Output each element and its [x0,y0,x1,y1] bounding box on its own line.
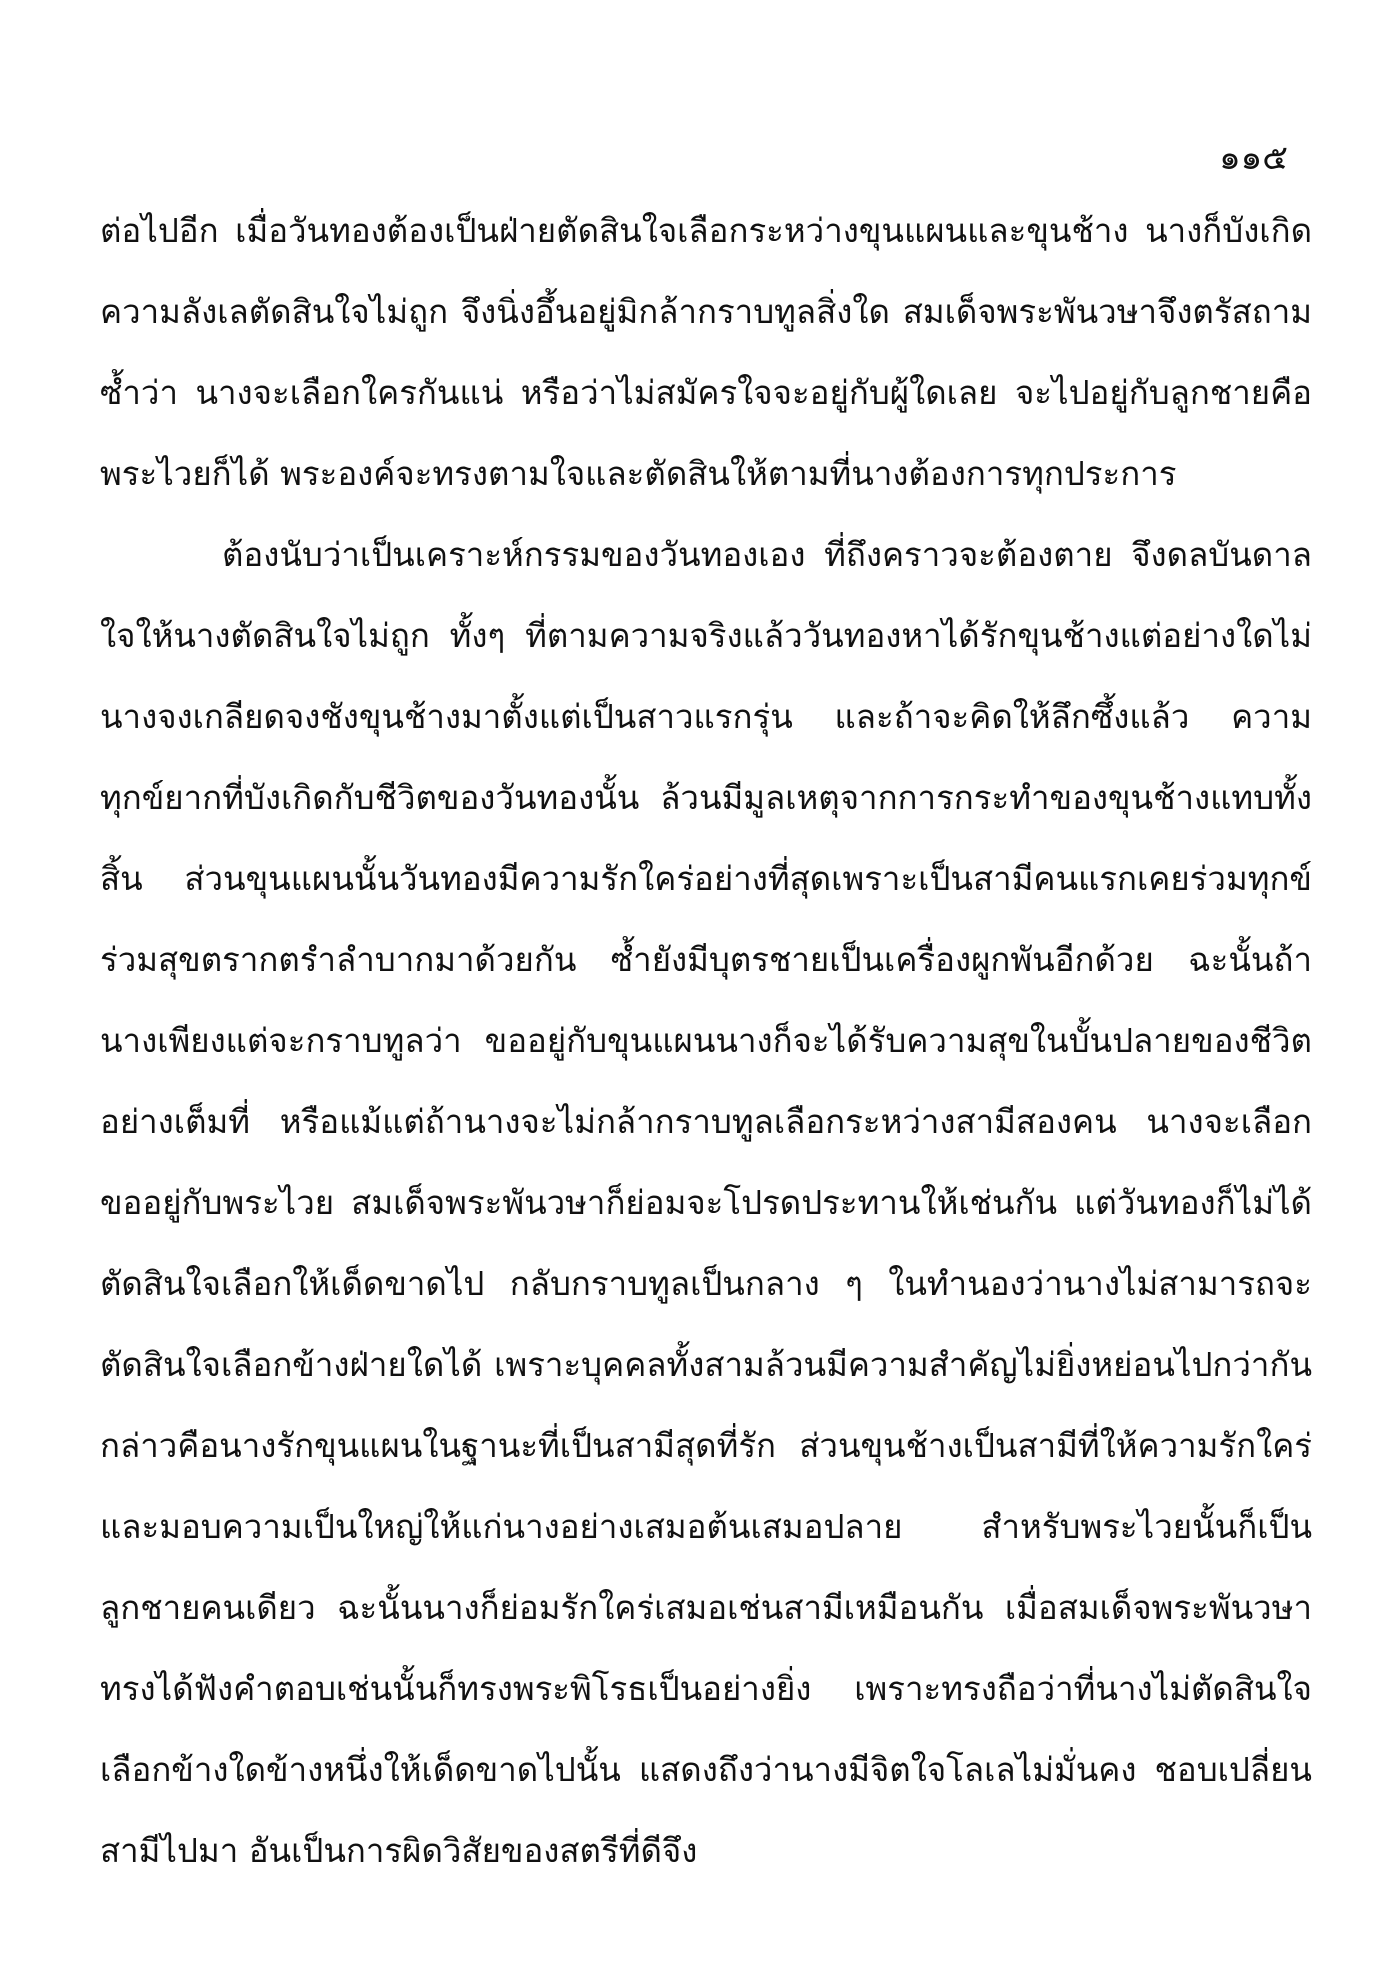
paragraph-1: ต่อไปอีก เมื่อวันทองต้องเป็นฝ่ายตัดสินใจเลือกระหว่างขุนแผนและขุนช้าง นางก็บังเกิดความลังเลตัดสินใจไม่ถูก จึงนิ่งอึ้นอยู่มิกล้ากราบทูลสิ่งใด สมเด็จพระพันวษาจึงตรัสถามซ้ำว่า นางจะเลือกใครกันแน่ หรือว่าไม่สมัครใจจะอยู่กับผู้ใดเลย จะไปอยู่กับลูกชายคือพระไวยก็ได้ พระองค์จะทรงตามใจและตัดสินให้ตามที่นางต้องการทุกประการ [100,211,1312,493]
page-number: ๑๑๕ [1219,138,1288,178]
body-text [100,190,1312,1891]
paragraph-2: ต้องนับว่าเป็นเคราะห์กรรมของวันทองเอง ที่ถึงคราวจะต้องตาย จึงดลบันดาลใจให้นางตัดสินใจไม่ถูก ทั้งๆ ที่ตามความจริงแล้ววันทองหาได้รักขุนช้างแต่อย่างใดไม่ นางจงเกลียดจงชังขุนช้างมาตั้งแต่เป็นสาวแรกรุ่น และถ้าจะคิดให้ลึกซึ้งแล้ว ความทุกข์ยากที่บังเกิดกับชีวิตของวันทองนั้น ล้วนมีมูลเหตุจากการกระทำของขุนช้างแทบทั้งสิ้น ส่วนขุนแผนนั้นวันทองมีความรักใคร่อย่างที่สุดเพราะเป็นสามีคนแรกเคยร่วมทุกข์ร่วมสุขตรากตรำลำบากมาด้วยกัน ซ้ำยังมีบุตรชายเป็นเครื่องผูกพันอีกด้วย ฉะนั้นถ้านางเพียงแต่จะกราบทูลว่า ขออยู่กับขุนแผนนางก็จะได้รับความสุขในบั้นปลายของชีวิตอย่างเต็มที่ หรือแม้แต่ถ้านางจะไม่กล้ากราบทูลเลือกระหว่างสามีสองคน นางจะเลือกขออยู่กับพระไวย สมเด็จพระพันวษาก็ย่อมจะโปรดประทานให้เช่นกัน แต่วันทองก็ไม่ได้ตัดสินใจเลือกให้เด็ดขาดไป กลับกราบทูลเป็นกลาง ๆ ในทำนองว่านางไม่สามารถจะตัดสินใจเลือกข้างฝ่ายใดได้ เพราะบุคคลทั้งสามล้วนมีความสำคัญไม่ยิ่งหย่อนไปกว่ากัน กล่าวคือนางรักขุนแผนในฐานะที่เป็นสามีสุดที่รัก ส่วนขุนช้างเป็นสามีที่ให้ความรักใคร่และมอบความเป็นใหญ่ให้แก่นางอย่างเสมอต้นเสมอปลาย สำหรับพระไวยนั้นก็เป็นลูกชายคนเดียว ฉะนั้นนางก็ย่อมรักใคร่เสมอเช่นสามีเหมือนกัน เมื่อสมเด็จพระพันวษาทรงได้ฟังคำตอบเช่นนั้นก็ทรงพระพิโรธเป็นอย่างยิ่ง เพราะทรงถือว่าที่นางไม่ตัดสินใจเลือกข้างใดข้างหนึ่งให้เด็ดขาดไปนั้น แสดงถึงว่านางมีจิตใจโลเลไม่มั่นคง ชอบเปลี่ยนสามีไปมา อันเป็นการผิดวิสัยของสตรีที่ดีจึง [100,535,1312,1870]
